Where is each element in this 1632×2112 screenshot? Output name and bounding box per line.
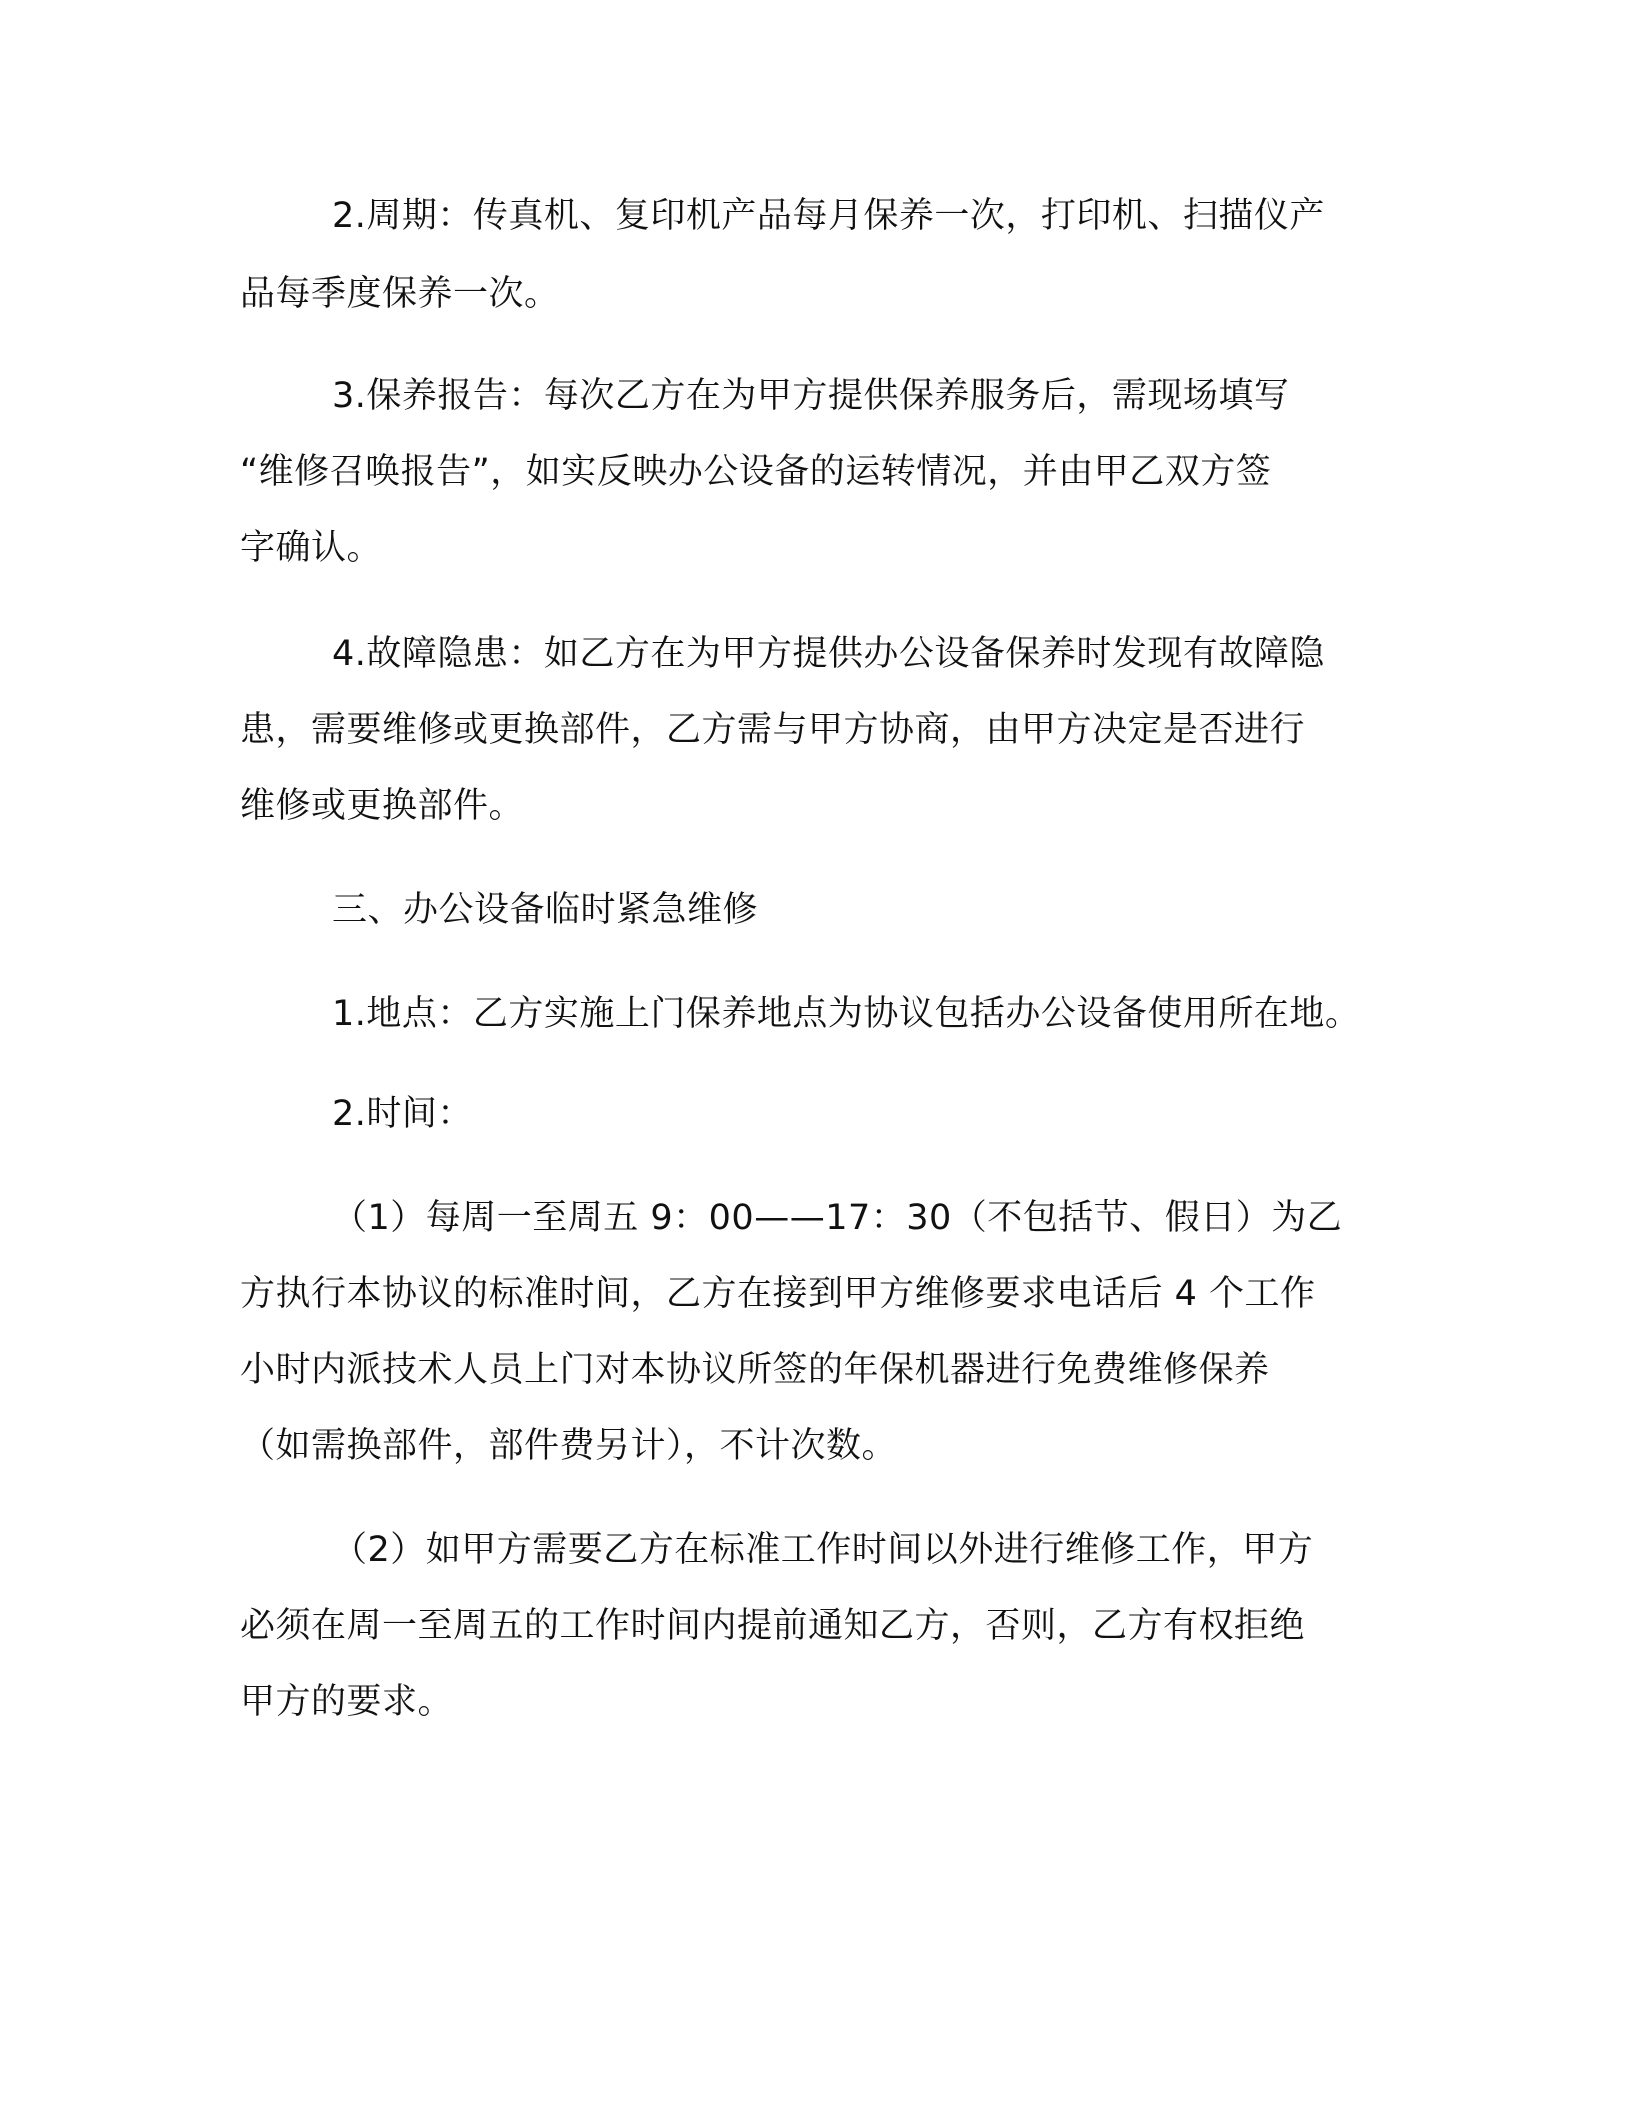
time-item-2-line-3: 甲方的要求。 xyxy=(240,1682,454,1722)
clause-3-report-line-1: 3.保养报告：每次乙方在为甲方提供保养服务后，需现场填写 xyxy=(332,376,1290,416)
clause-2-period-line-1: 2.周期：传真机、复印机产品每月保养一次，打印机、扫描仪产 xyxy=(332,196,1325,236)
clause-4-hazard-line-2: 患，需要维修或更换部件，乙方需与甲方协商，由甲方决定是否进行 xyxy=(240,710,1306,750)
time-item-1-line-3: 小时内派技术人员上门对本协议所签的年保机器进行免费维修保养 xyxy=(240,1350,1270,1390)
time-item-1-line-4: （如需换部件，部件费另计），不计次数。 xyxy=(240,1426,898,1466)
clause-4-hazard-line-1: 4.故障隐患：如乙方在为甲方提供办公设备保养时发现有故障隐 xyxy=(332,634,1325,674)
time-item-2-line-1: （2）如甲方需要乙方在标准工作时间以外进行维修工作，甲方 xyxy=(332,1530,1314,1570)
section-3-location: 1.地点：乙方实施上门保养地点为协议包括办公设备使用所在地。 xyxy=(332,994,1361,1034)
clause-2-period-line-2: 品每季度保养一次。 xyxy=(240,274,560,314)
clause-4-hazard-line-3: 维修或更换部件。 xyxy=(240,786,525,826)
clause-3-report-line-3: 字确认。 xyxy=(240,528,383,568)
clause-3-report-line-2: “维修召唤报告”，如实反映办公设备的运转情况，并由甲乙双方签 xyxy=(240,452,1272,492)
section-3-time-heading: 2.时间： xyxy=(332,1094,473,1134)
time-item-1-line-1: （1）每周一至周五 9：00——17：30（不包括节、假日）为乙 xyxy=(332,1198,1343,1238)
time-item-1-line-2: 方执行本协议的标准时间，乙方在接到甲方维修要求电话后 4 个工作 xyxy=(240,1274,1316,1314)
section-3-heading: 三、办公设备临时紧急维修 xyxy=(332,890,759,930)
time-item-2-line-2: 必须在周一至周五的工作时间内提前通知乙方，否则，乙方有权拒绝 xyxy=(240,1606,1306,1646)
